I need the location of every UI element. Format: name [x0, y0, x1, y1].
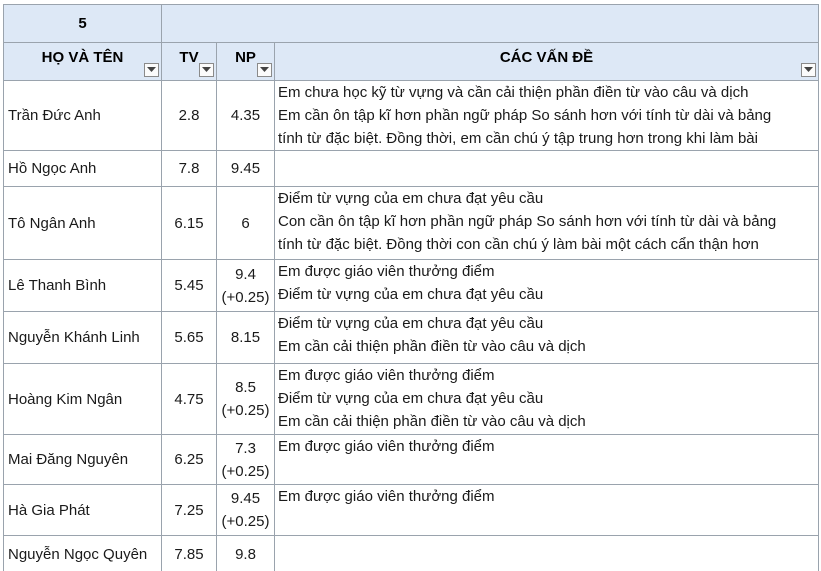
cell-name[interactable]: Hồ Ngọc Anh	[4, 151, 162, 187]
header-row	[4, 43, 819, 81]
np-bonus: (+0.25)	[221, 462, 270, 480]
header-issues[interactable]	[275, 43, 819, 81]
cell-issues[interactable]	[275, 312, 819, 364]
cell-issues[interactable]	[275, 81, 819, 151]
cell-name[interactable]: Trần Đức Anh	[4, 81, 162, 151]
np-score: 9.45	[230, 490, 261, 507]
cell-np[interactable]	[217, 81, 275, 151]
np-bonus: (+0.25)	[221, 402, 270, 419]
header-name-label: HỌ VÀ TÊN	[41, 49, 124, 66]
np-score: 9.45	[230, 160, 261, 177]
cell-tv[interactable]: 6.25	[162, 435, 217, 485]
dropdown-arrow-icon	[804, 67, 813, 73]
dropdown-arrow-icon	[202, 67, 211, 73]
issue-line: Điểm từ vựng của em chưa đạt yêu cầu	[278, 190, 544, 207]
issue-line: Con cần ôn tập kĩ hơn phần ngữ pháp So sánh hơn với tính từ dài và bảng	[278, 213, 777, 230]
cell-issues[interactable]	[275, 260, 819, 312]
group-label-cell[interactable]	[4, 5, 162, 43]
cell-name[interactable]: Nguyễn Ngọc Quyên	[4, 536, 162, 571]
issue-line: Em được giáo viên thưởng điểm	[278, 438, 495, 455]
group-label: 5	[78, 15, 87, 32]
table-row	[4, 312, 819, 364]
table-row	[4, 485, 819, 536]
filter-np-button[interactable]	[257, 63, 272, 77]
cell-issues[interactable]	[275, 187, 819, 260]
cell-name[interactable]: Lê Thanh Bình	[4, 260, 162, 312]
cell-tv[interactable]: 5.45	[162, 260, 217, 312]
table-row	[4, 536, 819, 571]
cell-np[interactable]	[217, 435, 275, 485]
header-issues-label: CÁC VẤN ĐỀ	[499, 49, 594, 66]
cell-name[interactable]: Mai Đăng Nguyên	[4, 435, 162, 485]
filter-name-button[interactable]	[144, 63, 159, 77]
group-empty-cell[interactable]	[162, 5, 819, 43]
table-row	[4, 364, 819, 435]
header-tv-label: TV	[179, 49, 199, 66]
header-np[interactable]	[217, 43, 275, 81]
header-tv[interactable]	[162, 43, 217, 81]
cell-np[interactable]	[217, 312, 275, 364]
cell-issues[interactable]	[275, 435, 819, 485]
cell-issues[interactable]	[275, 151, 819, 187]
cell-tv[interactable]: 5.65	[162, 312, 217, 364]
np-score: 9.8	[235, 546, 256, 563]
issue-line: Em được giáo viên thưởng điểm	[278, 263, 495, 280]
student-table	[3, 4, 819, 571]
issue-line: Em cần ôn tập kĩ hơn phần ngữ pháp So sánh hơn với tính từ dài và bảng	[278, 107, 772, 124]
issue-line: Điểm từ vựng của em chưa đạt yêu cầu	[278, 390, 544, 407]
cell-name[interactable]: Tô Ngân Anh	[4, 187, 162, 260]
cell-tv[interactable]: 4.75	[162, 364, 217, 435]
cell-np[interactable]	[217, 536, 275, 571]
table-row	[4, 260, 819, 312]
table-row	[4, 187, 819, 260]
cell-np[interactable]	[217, 260, 275, 312]
header-name[interactable]	[4, 43, 162, 81]
np-score: 8.15	[230, 329, 261, 346]
cell-issues[interactable]	[275, 364, 819, 435]
issue-line: Em được giáo viên thưởng điểm	[278, 367, 495, 384]
issue-line: Em được giáo viên thưởng điểm	[278, 488, 495, 505]
cell-issues[interactable]	[275, 536, 819, 571]
table-row	[4, 435, 819, 485]
issue-line: Điểm từ vựng của em chưa đạt yêu cầu	[278, 286, 544, 303]
table-row	[4, 151, 819, 187]
cell-np[interactable]	[217, 364, 275, 435]
cell-name[interactable]: Nguyễn Khánh Linh	[4, 312, 162, 364]
cell-tv[interactable]: 2.8	[162, 81, 217, 151]
issue-line: Điểm từ vựng của em chưa đạt yêu cầu	[278, 315, 544, 332]
filter-issues-button[interactable]	[801, 63, 816, 77]
np-bonus: (+0.25)	[221, 513, 270, 530]
dropdown-arrow-icon	[260, 67, 269, 73]
table-row	[4, 81, 819, 151]
issue-line: tính từ đặc biệt. Đồng thời, em cần chú ý tập trung hơn trong khi làm bài	[278, 130, 758, 147]
cell-tv[interactable]: 7.8	[162, 151, 217, 187]
cell-tv[interactable]: 6.15	[162, 187, 217, 260]
issue-line: Em cần cải thiện phần điền từ vào câu và dịch	[278, 413, 586, 430]
np-score: 4.35	[230, 107, 261, 124]
np-score: 6	[241, 214, 250, 232]
cell-tv[interactable]: 7.25	[162, 485, 217, 536]
np-score: 7.3	[235, 439, 256, 457]
np-score: 9.4	[235, 265, 256, 283]
cell-tv[interactable]: 7.85	[162, 536, 217, 571]
np-bonus: (+0.25)	[221, 288, 270, 306]
cell-name[interactable]: Hà Gia Phát	[4, 485, 162, 536]
cell-name[interactable]: Hoàng Kim Ngân	[4, 364, 162, 435]
issue-line: Em chưa học kỹ từ vựng và cần cải thiện phần điền từ vào câu và dịch	[278, 84, 749, 101]
dropdown-arrow-icon	[147, 67, 156, 73]
issue-line: tính từ đặc biệt. Đồng thời con cần chú ý làm bài một cách cẩn thận hơn	[278, 236, 759, 253]
np-score: 8.5	[235, 379, 256, 396]
cell-np[interactable]	[217, 187, 275, 260]
cell-np[interactable]	[217, 151, 275, 187]
header-np-label: NP	[235, 49, 256, 66]
issue-line: Em cần cải thiện phần điền từ vào câu và dịch	[278, 338, 586, 355]
group-row	[4, 5, 819, 43]
cell-np[interactable]	[217, 485, 275, 536]
filter-tv-button[interactable]	[199, 63, 214, 77]
cell-issues[interactable]	[275, 485, 819, 536]
